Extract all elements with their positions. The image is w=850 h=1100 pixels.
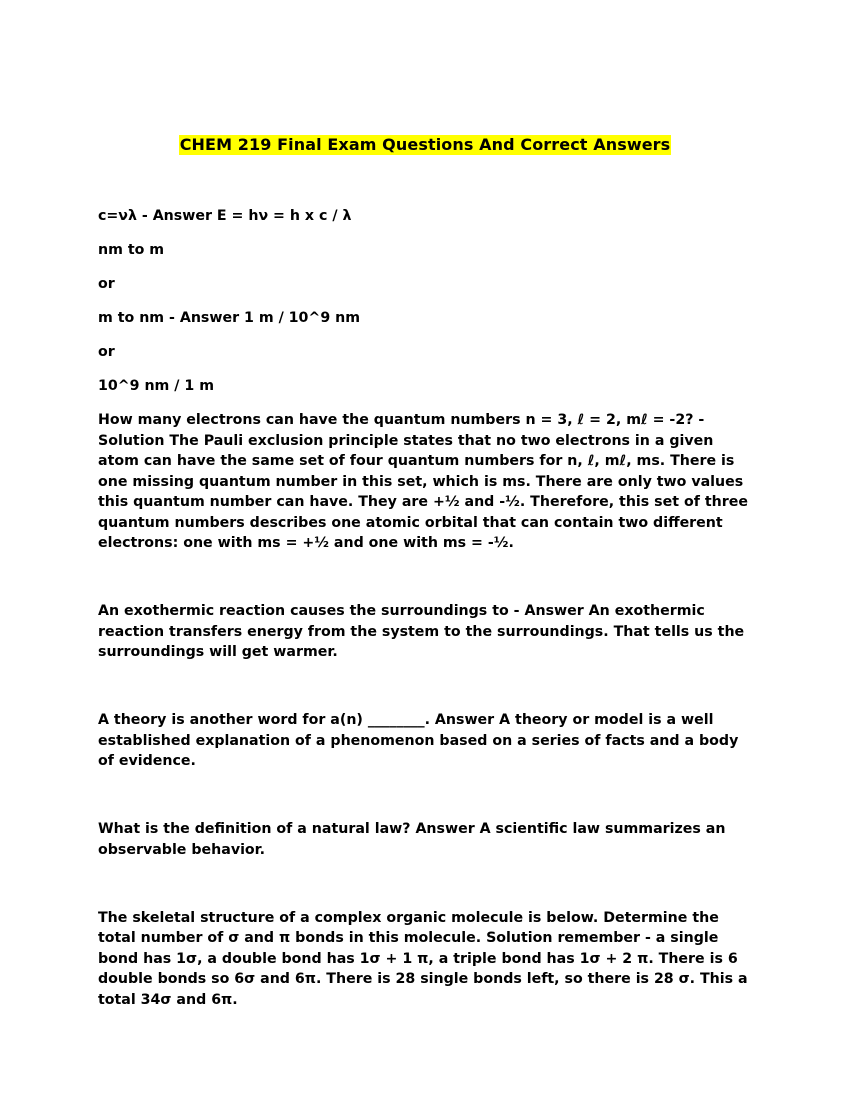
document-title: CHEM 219 Final Exam Questions And Correct Answers bbox=[179, 135, 671, 154]
paragraph-or-1: or bbox=[98, 276, 115, 292]
paragraph-conversion: 10^9 nm / 1 m bbox=[98, 378, 214, 394]
title-container bbox=[0, 135, 850, 155]
paragraph-nm-to-m: nm to m bbox=[98, 242, 165, 258]
paragraph-exothermic: An exothermic reaction causes the surroundings to - Answer An exothermic reaction transfers energy from the system to the surroundings. That tells us the surroundings will get warmer. bbox=[98, 603, 745, 660]
paragraph-theory: A theory is another word for a(n) ________. Answer A theory or model is a well established explanation of a phenomenon based on a series of facts and a body of evidence. bbox=[98, 712, 739, 769]
paragraph-quantum-numbers: How many electrons can have the quantum numbers n = 3, ℓ = 2, mℓ = -2? -Solution The Pauli exclusion principle states that no two electrons in a given atom can have the same set of four quantum numbers for n, ℓ, mℓ, ms. There is one missing quantum number in this set, which is ms. There are only two values this quantum number can have. They are +½ and -½. Therefore, this set of three quantum numbers describes one atomic orbital that can contain two different electrons: one with ms = +½ and one with ms = -½. bbox=[98, 412, 748, 551]
paragraph-natural-law: What is the definition of a natural law? Answer A scientific law summarizes an observable behavior. bbox=[98, 821, 726, 858]
paragraph-m-to-nm: m to nm - Answer 1 m / 10^9 nm bbox=[98, 310, 361, 326]
paragraph-speed-of-light: c=νλ - Answer E = hν = h x c / λ bbox=[98, 208, 352, 224]
paragraph-or-2: or bbox=[98, 344, 115, 360]
paragraph-bonds: The skeletal structure of a complex organic molecule is below. Determine the total number of σ and π bonds in this molecule. Solution remember - a single bond has 1σ, a double bond has 1σ + 1 π, a triple bond has 1σ + 2 π. There is 6 double bonds so 6σ and 6π. There is 28 single bonds left, so there is 28 σ. This a total 34σ and 6π. bbox=[98, 909, 748, 1008]
document-body bbox=[98, 206, 758, 1010]
